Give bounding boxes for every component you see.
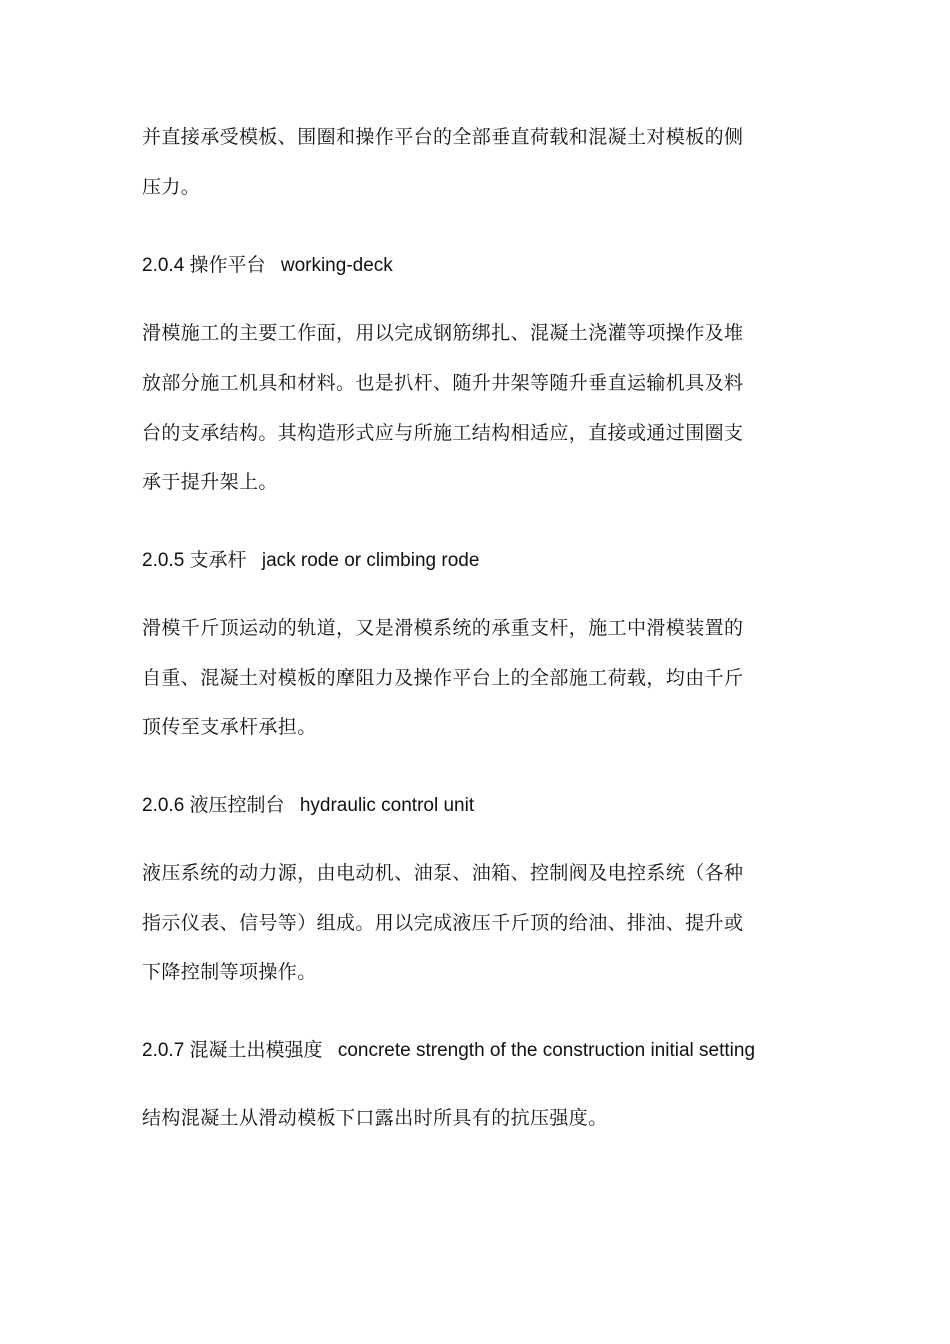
section-title-en: working-deck xyxy=(280,255,393,276)
section-title-zh: 液压控制台 xyxy=(189,795,285,816)
section-number: 2.0.6 xyxy=(142,795,185,816)
section-title-zh: 混凝土出模强度 xyxy=(189,1040,323,1061)
section-number: 2.0.4 xyxy=(142,255,185,276)
paragraph-line: 并直接承受模板、围圈和操作平台的全部垂直荷载和混凝土对模板的侧 xyxy=(142,126,744,148)
paragraph-line: 液压系统的动力源，由电动机、油泵、油箱、控制阀及电控系统（各种 xyxy=(142,862,744,884)
section-title-en: concrete strength of the construction initial setting xyxy=(337,1040,756,1061)
paragraph-line: 自重、混凝土对模板的摩阻力及操作平台上的全部施工荷载，均由千斤 xyxy=(142,667,744,689)
section-number: 2.0.7 xyxy=(142,1040,185,1061)
paragraph-line: 压力。 xyxy=(142,176,201,198)
section-title-en: jack rode or climbing rode xyxy=(261,550,480,571)
paragraph-line: 承于提升架上。 xyxy=(142,471,278,493)
section-heading-2-0-6 xyxy=(142,794,822,818)
section-heading-2-0-5 xyxy=(142,549,822,573)
paragraph-line: 顶传至支承杆承担。 xyxy=(142,716,317,738)
section-heading-2-0-4 xyxy=(142,254,822,278)
paragraph-line: 滑模千斤顶运动的轨道，又是滑模系统的承重支杆，施工中滑模装置的 xyxy=(142,617,744,639)
paragraph-line: 结构混凝土从滑动模板下口露出时所具有的抗压强度。 xyxy=(142,1107,608,1129)
paragraph-line: 下降控制等项操作。 xyxy=(142,961,317,983)
section-heading-2-0-7 xyxy=(142,1039,822,1063)
paragraph-line: 放部分施工机具和材料。也是扒杆、随升井架等随升垂直运输机具及料 xyxy=(142,372,744,394)
paragraph-line: 台的支承结构。其构造形式应与所施工结构相适应，直接或通过围圈支 xyxy=(142,422,744,444)
section-title-zh: 操作平台 xyxy=(189,255,266,276)
section-title-zh: 支承杆 xyxy=(189,550,247,571)
section-title-en: hydraulic control unit xyxy=(299,795,475,816)
paragraph-line: 指示仪表、信号等）组成。用以完成液压千斤顶的给油、排油、提升或 xyxy=(142,912,744,934)
paragraph-line: 滑模施工的主要工作面，用以完成钢筋绑扎、混凝土浇灌等项操作及堆 xyxy=(142,322,744,344)
section-number: 2.0.5 xyxy=(142,550,185,571)
